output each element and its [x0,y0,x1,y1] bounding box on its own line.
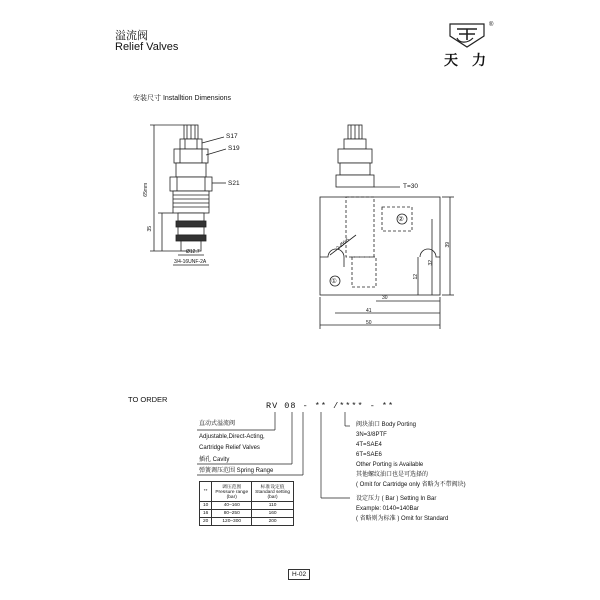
porting-option: Other Porting is Available [356,462,424,468]
port-2: ② [398,216,404,223]
body-porting-label: 阀块油口 Body Porting [356,422,417,428]
dim-41: 41 [366,308,372,314]
page-title-en: Relief Valves [115,41,179,53]
table-cell: 110 [252,502,294,510]
model-code: RV 08 - ** /**** - ** [266,401,395,411]
desc-en-1: Adjustable,Direct-Acting, [199,434,265,440]
registered-mark: ® [489,22,494,28]
page-number: H-02 [288,569,310,580]
table-cell: 16 [200,510,212,518]
table-cell: 120–300 [212,518,252,526]
table-header: 标准设定值 Standard setting (bar) [252,482,294,502]
dim-right-mid: 32 [428,259,435,266]
table-row [200,518,294,526]
table-row [200,510,294,518]
desc-en-2: Cartridge Relief Valves [199,445,260,451]
cavity-label: 插孔 Cavity [199,457,230,463]
table-header-row [200,482,294,502]
setting-label: 设定压力 ( Bar ) Setting In Bar [356,496,437,502]
dim-mid: 35 [147,225,154,232]
porting-option: 3N=3/8PTF [356,432,387,438]
table-cell: 40–160 [212,502,252,510]
setting-omit: ( 省略则为标准 ) Omit for Standard [356,516,449,522]
table-header: ** [200,482,212,502]
spring-range-table [199,481,294,526]
label-s21: S21 [228,180,240,187]
section-label: 安装尺寸 Installtion Dimensions [133,95,232,102]
port-1: ① [331,278,337,285]
dim-thread-dia: Ø12.7 [186,249,200,255]
label-s17: S17 [226,133,238,140]
dim-right-outer: 39 [445,241,452,248]
dim-right-inner: 12 [413,273,420,280]
brand-logo [447,22,487,49]
porting-option: 4T=SAE4 [356,442,382,448]
brand-name: 天力 [444,53,500,69]
table-row [200,502,294,510]
desc-cn: 直动式溢流阀 [199,421,236,427]
setting-example: Example: 0140=140Bar [356,506,419,512]
table-cell: 200 [252,518,294,526]
porting-option: ( Omit for Cartridge only 省略为不带阀块) [356,482,466,488]
table-cell: 80–250 [212,510,252,518]
dim-50: 50 [366,320,372,326]
dim-thread: 3/4-16UNF-2A [174,259,207,265]
cartridge-drawing [140,115,260,275]
table-cell: 10 [200,502,212,510]
label-t: T=30 [403,183,418,190]
porting-option: 其他螺纹油口也是可选择的 [356,472,429,478]
porting-option: 6T=SAE6 [356,452,382,458]
page-title-cn: 溢流阀 [115,30,148,42]
dim-hole: 2-Ø6.5 [335,236,351,252]
table-cell: 160 [252,510,294,518]
table-header: 调压范围 Pressure range (bar) [212,482,252,502]
table-cell: 20 [200,518,212,526]
spring-range-label: 弹簧调压范围 Spring Range [199,468,274,474]
order-label: TO ORDER [128,395,168,404]
label-s19: S19 [228,145,240,152]
dim-height: 65mm [143,182,150,197]
dim-30: 30 [382,295,388,301]
